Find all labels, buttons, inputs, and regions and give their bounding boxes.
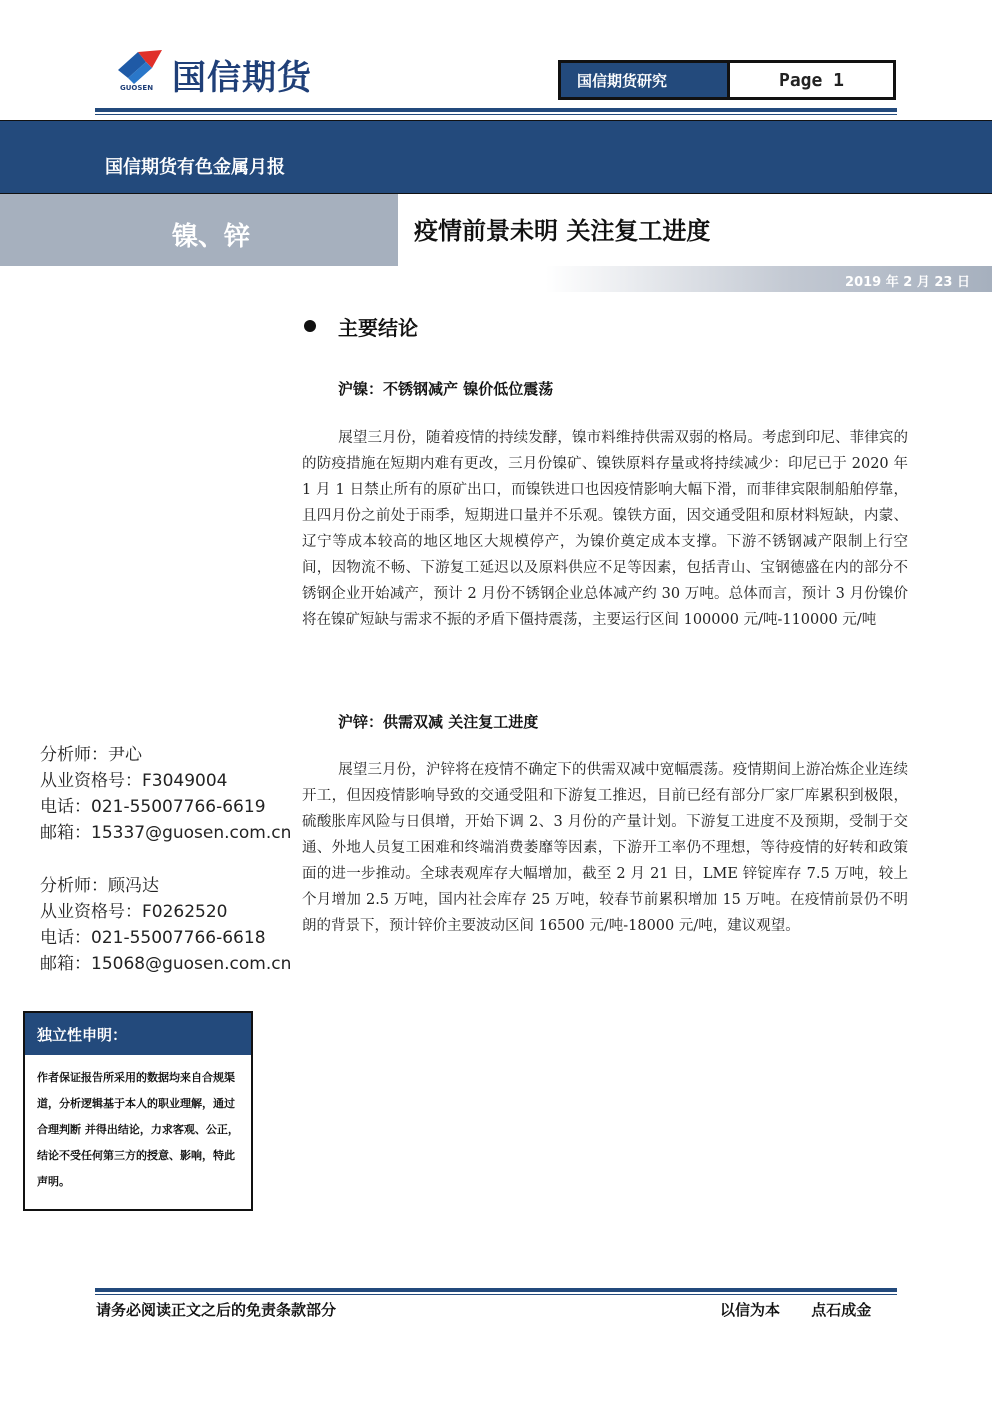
analyst-card	[40, 742, 291, 846]
footer-rule-thin	[95, 1294, 897, 1295]
analyst-card	[40, 873, 291, 977]
analyst-email[interactable]: 邮箱：15337@guosen.com.cn	[40, 823, 292, 843]
page-number: Page 1	[727, 63, 893, 97]
footer-disclaimer: 请务必阅读正文之后的免责条款部分	[96, 1301, 337, 1319]
zinc-subtitle: 沪锌：供需双减 关注复工进度	[338, 713, 539, 731]
nickel-paragraph: 展望三月份，随着疫情的持续发酵，镍市料维持供需双弱的格局。考虑到印尼、菲律宾的的防疫措施在短期内难有更改，三月份镍矿、镍铁原料存量或将持续减少：印尼已于 2020 年 1 月 1 日禁止所有的原矿出口，而镍铁进口也因疫情影响大幅下滑，而菲律宾限制船舶停靠，且四月份之前处于雨季，短期进口量并不乐观。镍铁方面，因交通受阻和原材料短缺，内蒙、辽宁等成本较高的地区地区大规模停产，为镍价奠定成本支撑。下游不锈钢减产限制上行空间，因物流不畅、下游复工延迟以及原料供应不足等因素，包括青山、宝钢德盛在内的部分不锈钢企业开始减产，预计 2 月份不锈钢企业总体减产约 30 万吨。总体而言，预计 3 月份镍价将在镍矿短缺与需求不振的矛盾下僵持震荡，主要运行区间 100000 元/吨-110000 元/吨	[302, 430, 908, 628]
nickel-subtitle: 沪镍：不锈钢减产 镍价低位震荡	[338, 380, 554, 398]
declaration-body: 作者保证报告所采用的数据均来自合规渠道，分析逻辑基于本人的职业理解，通过合理判断 并得出结论，力求客观、公正，结论不受任何第三方的授意、影响，特此声明。	[37, 1071, 239, 1188]
analyst-name: 分析师：顾冯达	[40, 876, 159, 896]
analyst-license: 从业资格号：F3049004	[40, 771, 228, 791]
independence-declaration	[23, 1011, 253, 1211]
company-logo-sub: GUOSEN	[120, 84, 154, 92]
guosen-logo-icon	[116, 48, 166, 88]
analyst-license: 从业资格号：F0262520	[40, 902, 228, 922]
footer-rule	[95, 1288, 897, 1292]
analyst-phone: 电话：021-55007766-6618	[40, 928, 266, 948]
declaration-title: 独立性申明：	[25, 1013, 251, 1055]
bullet-icon	[304, 320, 316, 332]
zinc-paragraph: 展望三月份，沪锌将在疫情不确定下的供需双减中宽幅震荡。疫情期间上游冶炼企业连续开工，但因疫情影响导致的交通受阻和下游复工推迟，目前已经有部分厂家厂库累积到极限，硫酸胀库风险与日俱增，开始下调 2、3 月份的产量计划。下游复工进度不及预期，受制于交通、外地人员复工困难和终端消费萎靡等因素，下游开工率仍不理想，等待疫情的好转和政策面的进一步推动。全球表观库存大幅增加，截至 2 月 21 日，LME 锌锭库存 7.5 万吨，较上个月增加 2.5 万吨，国内社会库存 25 万吨，较春节前累积增加 15 万吨。在疫情前景仍不明朗的背景下，预计锌价主要波动区间 16500 元/吨-18000 元/吨，建议观望。	[302, 762, 908, 934]
footer-slogan: 以信为本 点石成金	[720, 1301, 872, 1319]
section-title: 主要结论	[338, 316, 418, 340]
header-rule	[95, 108, 897, 112]
report-title: 国信期货有色金属月报	[105, 157, 285, 178]
company-logo-text: 国信期货	[172, 58, 312, 98]
report-date: 2019 年 2 月 23 日	[845, 275, 970, 290]
topic-title: 镍、锌	[172, 221, 251, 252]
header-label-box	[558, 60, 896, 100]
analyst-name: 分析师：尹心	[40, 745, 142, 765]
headline: 疫情前景未明 关注复工进度	[414, 216, 711, 245]
research-label: 国信期货研究	[561, 63, 727, 97]
date-strip	[0, 266, 992, 292]
header-rule-thin	[95, 114, 897, 115]
analyst-email[interactable]: 邮箱：15068@guosen.com.cn	[40, 954, 292, 974]
analyst-phone: 电话：021-55007766-6619	[40, 797, 266, 817]
